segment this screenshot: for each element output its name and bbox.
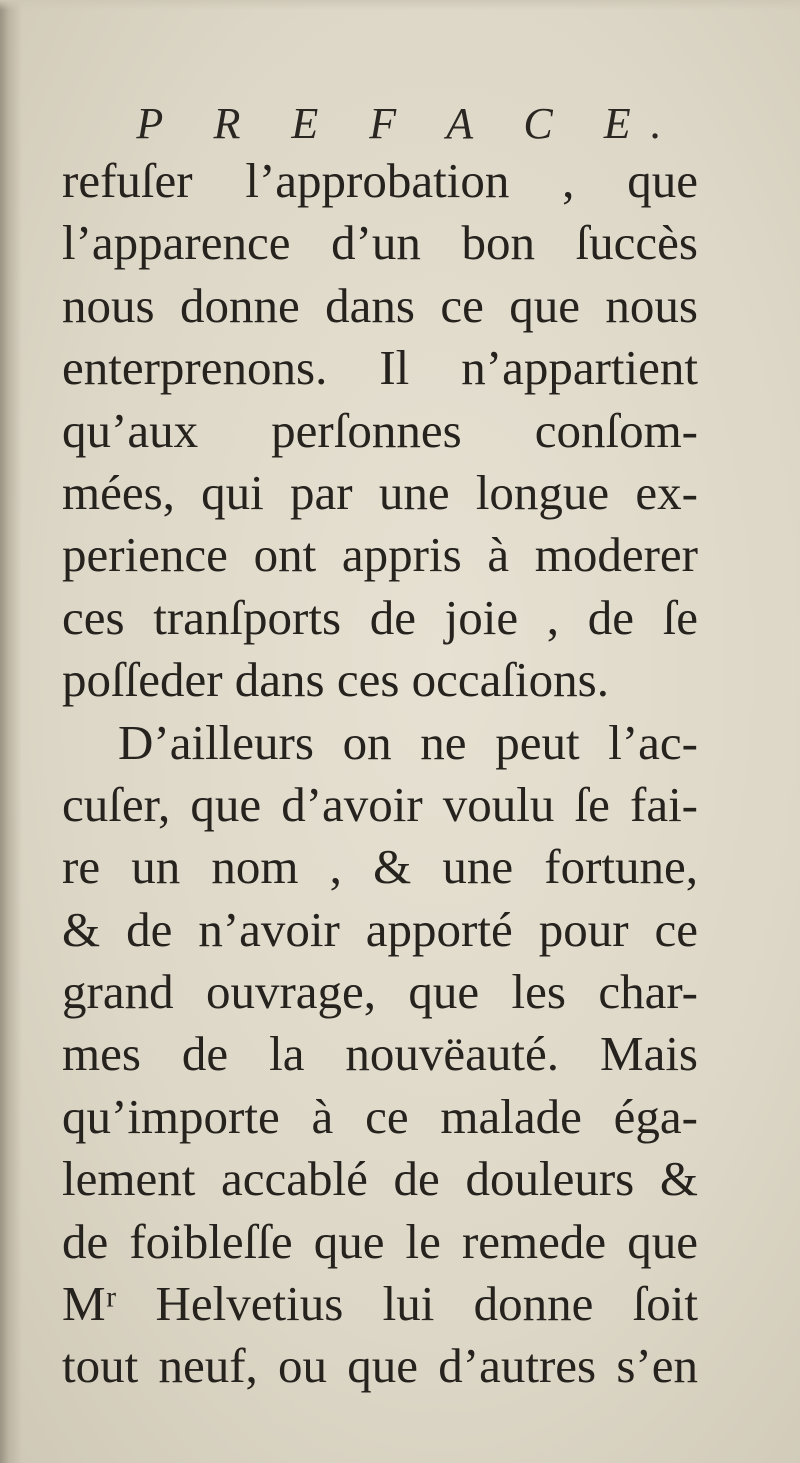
- text-line: Mʳ Helvetius lui donne ſoit: [62, 1276, 698, 1332]
- text-line: & de n’avoir apporté pour ce: [62, 901, 698, 957]
- text-line: lement accablé de douleurs &: [62, 1151, 698, 1207]
- text-line: poſſeder dans ces occaſions.: [62, 652, 609, 708]
- text-line: nous donne dans ce que nous: [62, 277, 698, 333]
- text-line: refuſer l’approbation , que: [62, 153, 698, 208]
- text-line: grand ouvrage, que les char-: [62, 964, 698, 1020]
- page-top-edge: [0, 0, 800, 10]
- text-line: qu’importe à ce malade éga-: [62, 1088, 698, 1144]
- text-line: de foibleſſe que le remede que: [62, 1213, 698, 1269]
- running-header: P R E F A C E.: [136, 99, 682, 148]
- text-line: ces tranſports de joie , de ſe: [62, 589, 698, 645]
- text-line: qu’aux perſonnes conſom-: [62, 402, 698, 458]
- text-line: mes de la nouvëauté. Mais: [62, 1026, 698, 1082]
- text-line: D’ailleurs on ne peut l’ac-: [118, 714, 698, 770]
- text-line: l’apparence d’un bon ſuccès: [62, 215, 698, 271]
- text-line: tout neuf, ou que d’autres s’en: [62, 1338, 698, 1394]
- text-line: mées, qui par une longue ex-: [62, 464, 698, 520]
- text-line: enterprenons. Il n’appartient: [62, 340, 698, 396]
- text-line: perience ont appris à moderer: [62, 527, 698, 583]
- text-line: re un nom , & une fortune,: [62, 839, 698, 895]
- page-gutter-shadow: [0, 0, 22, 1463]
- body-text: [62, 150, 698, 1398]
- text-line: cuſer, que d’avoir voulu ſe fai-: [62, 776, 698, 832]
